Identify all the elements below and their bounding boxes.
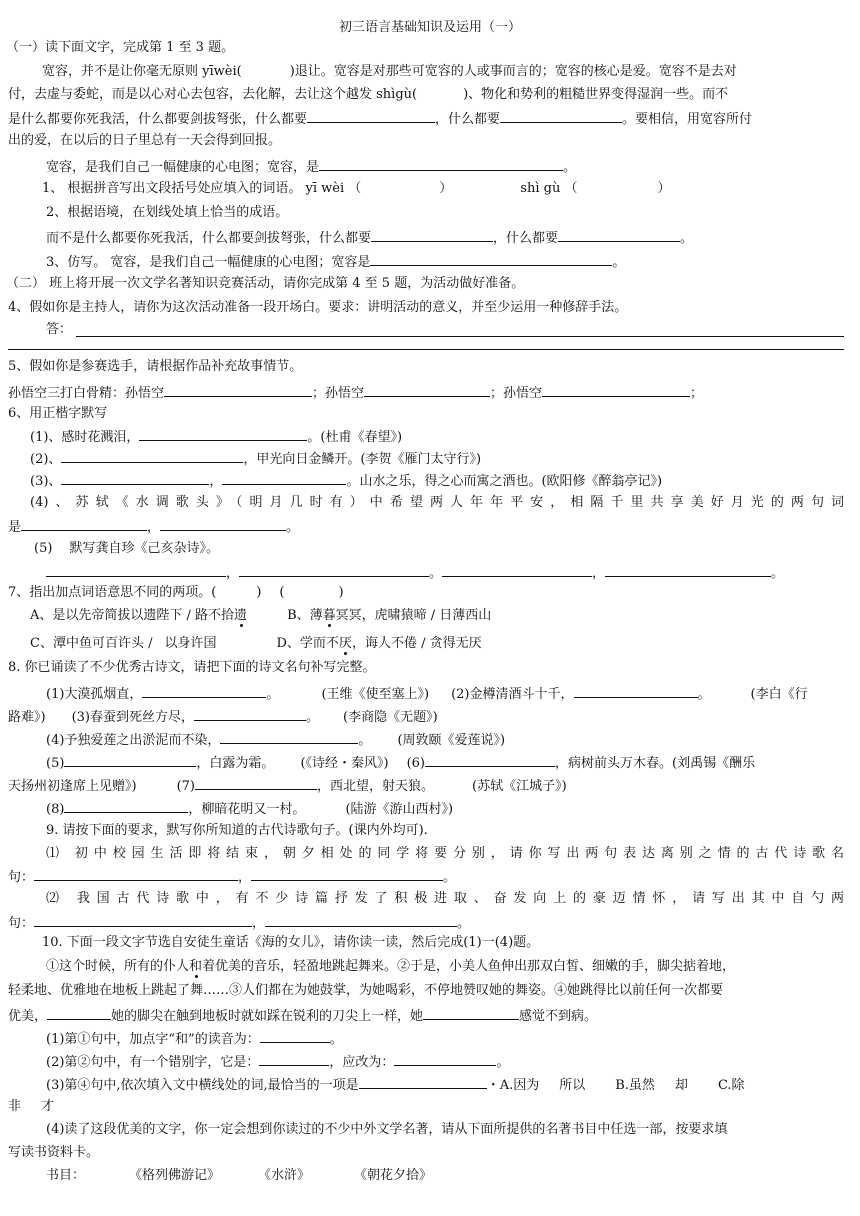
q10-blank-1[interactable] xyxy=(47,1005,111,1020)
question-9-1: ⑴ 初中校园生活即将结束，朝夕相处的同学将要分别，请你写出两句表达离别之情的古代诗歌名 xyxy=(46,846,844,861)
question-10-3: (3)第④句中,依次填入文中横线处的词,最恰当的一项是 ・A.因为 所以 B.虽然 却 C.除 xyxy=(46,1074,745,1096)
fairy-tale-line-2: 轻柔地、优雅地在地板上跳起了舞……③人们都在为她鼓掌，为她喝彩，不停地赞叹她的舞姿。④她跳得比以前任何一次都要 xyxy=(8,983,724,998)
question-9-2-line: 句： ， 。 xyxy=(8,912,470,934)
question-7-options-ab xyxy=(30,606,491,626)
q2-blank-2[interactable] xyxy=(558,227,680,242)
section-one-heading: （一）读下面文字，完成第 1 至 3 题。 xyxy=(6,40,235,55)
q5-blank-2[interactable] xyxy=(364,382,490,397)
question-6-4-line: 是 ， 。 xyxy=(8,516,299,538)
question-8-line-5: 天扬州初逢席上见赠》) (7) ，西北望，射天狼。 (苏轼《江城子》) xyxy=(8,775,567,797)
passage-line-2: 付，去虚与委蛇，而是以心对心去包容，去化解，去让这个越发 shìgù( )、物化和势利的粗糙世界变得湿润一些。而不 xyxy=(8,87,729,102)
fairy-tale-line-1: ①这个时候，所有的仆人和着优美的音乐，轻盈地跳起舞来。②于是，小美人鱼伸出那双白皙、细嫩的手，脚尖掂着地， xyxy=(46,959,736,974)
q10-2-blank-1[interactable] xyxy=(259,1051,329,1066)
question-5-line: 孙悟空三打白骨精：孙悟空 ；孙悟空 ；孙悟空 ； xyxy=(8,382,703,404)
q8-3-blank[interactable] xyxy=(194,706,306,721)
section-two-heading: （二） 班上将开展一次文学名著知识竞赛活动，请你完成第 4 至 5 题，为活动做好准备。 xyxy=(6,276,525,291)
question-6-3: (3)、 ， 。山水之乐，得之心而寓之酒也。(欧阳修《醉翁亭记》) xyxy=(30,470,662,492)
q10-3-blank[interactable] xyxy=(359,1074,487,1089)
q2-blank-1[interactable] xyxy=(371,227,493,242)
q6-5-blank-1[interactable] xyxy=(46,562,226,577)
q6-2-blank[interactable] xyxy=(61,448,243,463)
passage-line-3: 是什么都要你死我活，什么都要剑拔弩张，什么都要 ，什么都要 。要相信，用宽容所付 xyxy=(8,108,752,130)
passage-blank[interactable] xyxy=(319,156,563,171)
q8-2-blank[interactable] xyxy=(574,683,698,698)
question-4-answer-label: 答： xyxy=(46,322,73,337)
question-4: 4、假如你是主持人，请你为这次活动准备一段开场白。要求：讲明活动的意义，并至少运用一种修辞手法。 xyxy=(8,300,628,315)
question-5: 5、假如你是参赛选手，请根据作品补充故事情节。 xyxy=(8,359,303,374)
q9-2-blank-2[interactable] xyxy=(265,912,457,927)
passage-line-4: 出的爱，在以后的日子里总有一天会得到回报。 xyxy=(8,133,282,148)
idiom-blank-1[interactable] xyxy=(307,108,435,123)
question-6-5: (5) 默写龚自珍《己亥杂诗》。 xyxy=(34,541,220,556)
answer-line-2[interactable] xyxy=(8,349,844,350)
question-7: 7、指出加点词语意思不同的两项。( ) ( ) xyxy=(8,585,344,600)
question-10-3-wrap: 非 才 xyxy=(8,1099,55,1114)
question-8-line-2: 路难》) (3)春蚕到死丝方尽， 。 (李商隐《无题》) xyxy=(8,706,438,728)
question-8-line-4: (5) ，白露为霜。 (《诗经・秦风》) (6) ，病树前头万木春。(刘禹锡《酬乐 xyxy=(46,752,755,774)
question-8-line-3: (4)予独爱莲之出淤泥而不染， 。 (周敦颐《爱莲说》) xyxy=(46,729,505,751)
q6-5-blank-4[interactable] xyxy=(605,562,771,577)
q10-1-blank[interactable] xyxy=(260,1028,330,1043)
q10-2-blank-2[interactable] xyxy=(394,1051,496,1066)
question-10-4: (4)读了这段优美的文字，你一定会想到你读过的不少中外文学名著，请从下面所提供的名著书目中任选一部，按要求填 xyxy=(46,1122,728,1137)
question-9-1-line: 句： ， 。 xyxy=(8,866,456,888)
question-6-4: (4)、苏轼《水调歌头》（明月几时有）中希望两人年年平安，相隔千里共享美好月光的两句词 xyxy=(30,495,844,510)
q6-1-blank[interactable] xyxy=(139,426,307,441)
q6-5-blank-3[interactable] xyxy=(442,562,592,577)
q9-1-blank-2[interactable] xyxy=(251,866,443,881)
book-water-margin[interactable]: 《水浒》 xyxy=(258,1168,311,1183)
q5-blank-3[interactable] xyxy=(542,382,690,397)
q10-blank-2[interactable] xyxy=(423,1005,519,1020)
q8-8-blank[interactable] xyxy=(64,798,188,813)
passage-line-5: 宽容，是我们自己一幅健康的心电图；宽容，是 。 xyxy=(46,156,576,178)
question-10-2: (2)第②句中，有一个错别字，它是： ，应改为： 。 xyxy=(46,1051,509,1073)
q6-4-blank-1[interactable] xyxy=(21,516,147,531)
book-dawn-blossoms[interactable]: 《朝花夕拾》 xyxy=(354,1168,433,1183)
question-10-4-wrap: 写读书资料卡。 xyxy=(8,1145,100,1160)
q8-6-blank[interactable] xyxy=(425,752,555,767)
passage-line-1: 宽容，并不是让你毫无原则 yīwèi( )退让。宽容是对那些可宽容的人或事而言的；宽容的核心是爱。宽容不是去对 xyxy=(42,64,737,79)
question-2-line: 而不是什么都要你死我活，什么都要剑拔弩张，什么都要 ，什么都要 。 xyxy=(46,227,693,249)
question-6-2: (2)、 ，甲光向日金鳞开。(李贺《雁门太守行》) xyxy=(30,448,481,470)
book-gulliver[interactable]: 《格列佛游记》 xyxy=(129,1168,221,1183)
question-3: 3、仿写。 宽容，是我们自己一幅健康的心电图；宽容是 。 xyxy=(46,251,625,273)
fairy-tale-line-3: 优美， 她的脚尖在触到地板时就如踩在锐利的刀尖上一样，她 感觉不到病。 xyxy=(8,1005,597,1027)
q6-3-blank-2[interactable] xyxy=(222,470,346,485)
question-6-1: (1)、感时花溅泪， 。(杜甫《春望》) xyxy=(30,426,402,448)
option-c[interactable]: C、潭中鱼可百许头 / 以身许国 xyxy=(30,636,217,651)
question-9: 9. 请按下面的要求，默写你所知道的古代诗歌句子。(课内外均可). xyxy=(46,823,428,838)
idiom-blank-2[interactable] xyxy=(500,108,622,123)
book-list: 书目： 《格列佛游记》 《水浒》 《朝花夕拾》 xyxy=(46,1168,433,1183)
q3-blank[interactable] xyxy=(370,251,612,266)
q6-4-blank-2[interactable] xyxy=(160,516,286,531)
option-d[interactable]: D、学而不厌，诲人不倦 / 贪得无厌 xyxy=(276,636,482,651)
option-a[interactable]: A、是以先帝简拔以遗陛下 / 路不拾遗 xyxy=(30,608,248,623)
question-2: 2、根据语境，在划线处填上恰当的成语。 xyxy=(46,205,289,220)
q6-5-blank-2[interactable] xyxy=(239,562,429,577)
q8-1-blank[interactable] xyxy=(142,683,266,698)
question-10-1: (1)第①句中，加点字“和”的读音为： 。 xyxy=(46,1028,343,1050)
question-8-line-6: (8) ，柳暗花明又一村。 (陆游《游山西村》) xyxy=(46,798,453,820)
q9-1-blank-1[interactable] xyxy=(34,866,238,881)
answer-line-1[interactable] xyxy=(76,336,844,337)
q8-5-blank[interactable] xyxy=(64,752,196,767)
question-10: 10. 下面一段文字节选自安徒生童话《海的女儿》，请你读一读，然后完成(1)一(4)题。 xyxy=(42,935,540,950)
q8-4-blank[interactable] xyxy=(220,729,358,744)
q5-blank-1[interactable] xyxy=(164,382,312,397)
dotted-char-he: 和 xyxy=(189,959,203,974)
question-6-5-line: ， 。 ， 。 xyxy=(46,562,784,584)
q8-7-blank[interactable] xyxy=(195,775,317,790)
question-8: 8. 你已诵读了不少优秀古诗文，请把下面的诗文名句补写完整。 xyxy=(8,660,376,675)
question-8-line-1: (1)大漠孤烟直， 。 (王维《使至塞上》) (2)金樽清酒斗十千， 。 (李白《行 xyxy=(46,683,808,705)
question-7-options-cd xyxy=(30,634,482,654)
option-b[interactable]: B、薄暮冥冥，虎啸猿啼 / 日薄西山 xyxy=(287,608,492,623)
page-title: 初三语言基础知识及运用（一） xyxy=(338,20,521,35)
q6-3-blank-1[interactable] xyxy=(61,470,209,485)
question-1: 1、 根据拼音写出文段括号处应填入的词语。 yī wèi （ ） shì gù （ ） xyxy=(42,181,671,196)
q9-2-blank-1[interactable] xyxy=(34,912,252,927)
question-9-2: ⑵ 我国古代诗歌中，有不少诗篇抒发了积极进取、奋发向上的豪迈情怀，请写出其中自勺两 xyxy=(46,891,844,906)
question-6: 6、用正楷字默写 xyxy=(8,406,108,421)
